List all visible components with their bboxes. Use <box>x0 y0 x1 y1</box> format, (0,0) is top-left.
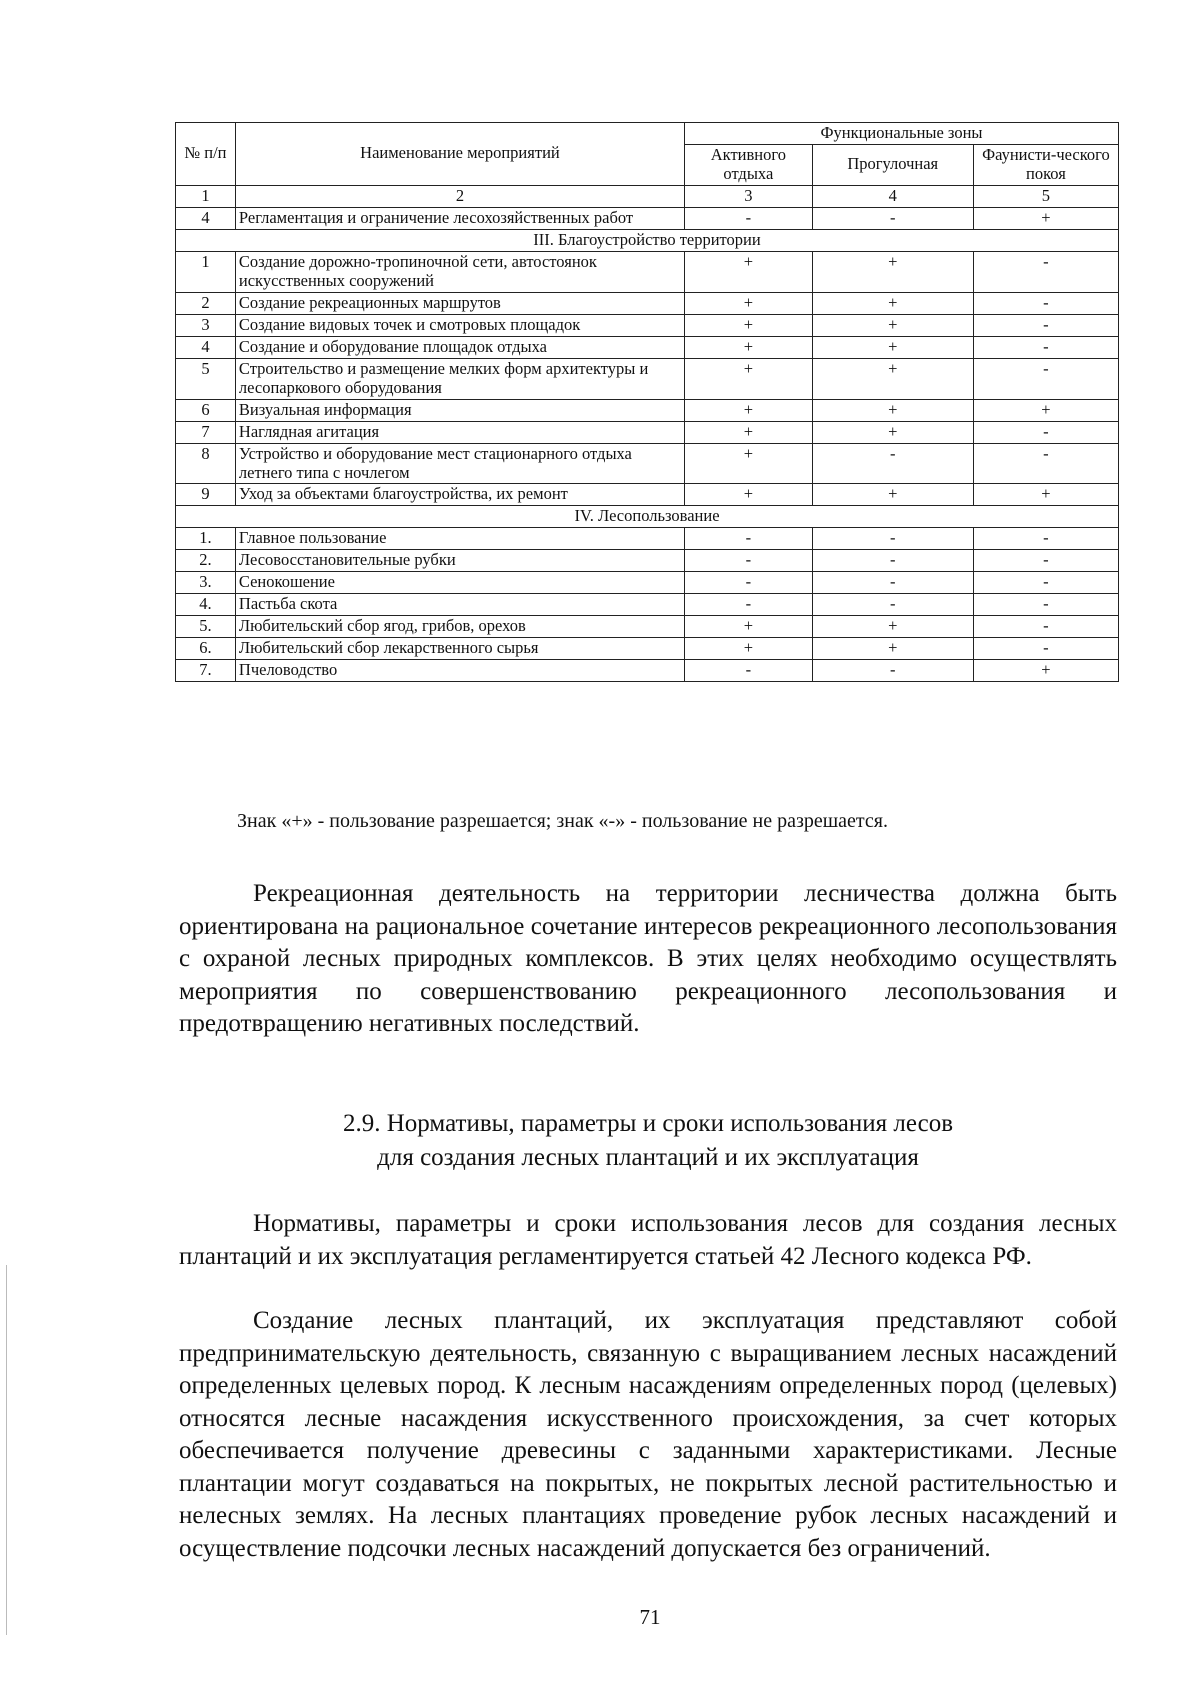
row-zone-walking-mark: + <box>812 484 973 506</box>
row-activity-name: Любительский сбор лекарственного сырья <box>235 638 684 660</box>
row-zone-fauna-mark: + <box>973 207 1118 229</box>
row-activity-name: Визуальная информация <box>235 399 684 421</box>
row-number: 7 <box>176 421 236 443</box>
row-activity-name: Строительство и размещение мелких форм архитектуры и лесопаркового оборудования <box>235 358 684 399</box>
row-zone-fauna-mark: - <box>973 336 1118 358</box>
row-zone-fauna-mark: - <box>973 358 1118 399</box>
row-zone-fauna-mark: - <box>973 292 1118 314</box>
paragraph-norms-text: Нормативы, параметры и сроки использования лесов для создания лесных плантаций и их эксплуатация регламентируется статьей 42 Лесного кодекса РФ. <box>179 1210 1117 1270</box>
row-number: 4. <box>176 594 236 616</box>
row-zone-walking-mark: - <box>812 443 973 484</box>
section-row-improvement <box>176 229 1119 251</box>
row-activity-name: Наглядная агитация <box>235 421 684 443</box>
row-number: 6. <box>176 638 236 660</box>
table-row <box>176 421 1119 443</box>
row-zone-walking-mark: + <box>812 616 973 638</box>
row-number: 4 <box>176 207 236 229</box>
row-zone-active-mark: + <box>685 399 813 421</box>
row-activity-name: Пчеловодство <box>235 660 684 682</box>
header-zone-fauna: Фаунисти-ческого покоя <box>973 144 1118 185</box>
row-zone-fauna-mark: + <box>973 660 1118 682</box>
row-zone-walking-mark: - <box>812 528 973 550</box>
row-activity-name: Главное пользование <box>235 528 684 550</box>
row-number: 4 <box>176 336 236 358</box>
header-zones-group: Функциональные зоны <box>685 123 1119 145</box>
row-zone-walking-mark: + <box>812 336 973 358</box>
column-number: 2 <box>235 185 684 207</box>
table-row <box>176 399 1119 421</box>
row-zone-walking-mark: - <box>812 660 973 682</box>
row-zone-walking-mark: + <box>812 292 973 314</box>
paragraph-recreation-text: Рекреационная деятельность на территории лесничества должна быть ориентирована на рациональное сочетание интересов рекреационного лесопользования с охраной лесных природных комплексов. В этих целях необходимо осуществлять мероприятия по совершенствованию рекреационного лесопользования и предотвращению негативных последствий. <box>179 880 1117 1037</box>
paragraph-norms <box>179 1208 1117 1273</box>
row-zone-fauna-mark: + <box>973 484 1118 506</box>
table-row <box>176 336 1119 358</box>
table-row <box>176 358 1119 399</box>
row-zone-fauna-mark: - <box>973 572 1118 594</box>
row-zone-active-mark: + <box>685 336 813 358</box>
row-activity-name: Создание видовых точек и смотровых площадок <box>235 314 684 336</box>
section-title: IV. Лесопользование <box>176 506 1119 528</box>
row-activity-name: Регламентация и ограничение лесохозяйственных работ <box>235 207 684 229</box>
paragraph-plantations <box>179 1305 1117 1565</box>
row-number: 9 <box>176 484 236 506</box>
table-row <box>176 638 1119 660</box>
row-zone-fauna-mark: - <box>973 251 1118 292</box>
table-row <box>176 443 1119 484</box>
row-number: 6 <box>176 399 236 421</box>
row-activity-name: Сенокошение <box>235 572 684 594</box>
row-zone-active-mark: - <box>685 594 813 616</box>
row-zone-active-mark: + <box>685 251 813 292</box>
row-zone-walking-mark: - <box>812 572 973 594</box>
row-zone-walking-mark: - <box>812 594 973 616</box>
column-number: 4 <box>812 185 973 207</box>
row-zone-fauna-mark: + <box>973 399 1118 421</box>
scan-margin-line <box>6 1265 7 1635</box>
row-zone-active-mark: + <box>685 314 813 336</box>
column-number-row <box>176 185 1119 207</box>
row-zone-walking-mark: + <box>812 314 973 336</box>
row-number: 7. <box>176 660 236 682</box>
page-number: 71 <box>639 1605 661 1629</box>
column-number: 3 <box>685 185 813 207</box>
row-zone-active-mark: + <box>685 616 813 638</box>
row-zone-active-mark: + <box>685 421 813 443</box>
row-activity-name: Любительский сбор ягод, грибов, орехов <box>235 616 684 638</box>
table-row <box>176 594 1119 616</box>
section-heading-line2: для создания лесных плантаций и их эксплуатация <box>377 1144 919 1171</box>
section-title: III. Благоустройство территории <box>176 229 1119 251</box>
row-zone-walking-mark: + <box>812 251 973 292</box>
row-zone-walking-mark: + <box>812 358 973 399</box>
column-number: 1 <box>176 185 236 207</box>
table-row <box>176 528 1119 550</box>
row-zone-fauna-mark: - <box>973 528 1118 550</box>
row-zone-walking-mark: - <box>812 550 973 572</box>
row-number: 1 <box>176 251 236 292</box>
row-zone-fauna-mark: - <box>973 550 1118 572</box>
row-activity-name: Пастьба скота <box>235 594 684 616</box>
paragraph-plantations-text: Создание лесных плантаций, их эксплуатация представляют собой предпринимательскую деятельность, связанную с выращиванием лесных насаждений определенных целевых пород. К лесным насаждениям определенных пород (целевых) относятся лесные насаждения искусственного происхождения, за счет которых обеспечивается получение древесины с заданными характеристиками. Лесные плантации могут создаваться на покрытых, не покрытых лесной растительностью и нелесных землях. На лесных плантациях проведение рубок лесных насаждений и осуществление подсочки лесных насаждений допускается без ограничений. <box>179 1307 1117 1562</box>
table-row <box>176 251 1119 292</box>
row-zone-active-mark: - <box>685 528 813 550</box>
table-body <box>176 185 1119 681</box>
row-zone-active-mark: - <box>685 660 813 682</box>
functional-zones-table <box>175 122 1119 682</box>
row-activity-name: Уход за объектами благоустройства, их ремонт <box>235 484 684 506</box>
table-row <box>176 484 1119 506</box>
row-zone-active-mark: - <box>685 572 813 594</box>
row-zone-active-mark: + <box>685 443 813 484</box>
row-zone-fauna-mark: - <box>973 443 1118 484</box>
row-zone-fauna-mark: - <box>973 594 1118 616</box>
row-zone-fauna-mark: - <box>973 616 1118 638</box>
header-num: № п/п <box>176 123 236 186</box>
row-zone-fauna-mark: - <box>973 421 1118 443</box>
row-number: 3 <box>176 314 236 336</box>
row-number: 1. <box>176 528 236 550</box>
row-activity-name: Лесовосстановительные рубки <box>235 550 684 572</box>
header-zone-active: Активного отдыха <box>685 144 813 185</box>
table-row <box>176 292 1119 314</box>
row-zone-walking-mark: + <box>812 399 973 421</box>
row-activity-name: Создание рекреационных маршрутов <box>235 292 684 314</box>
table-row <box>176 660 1119 682</box>
row-number: 8 <box>176 443 236 484</box>
column-number: 5 <box>973 185 1118 207</box>
section-heading-line1: 2.9. Нормативы, параметры и сроки использования лесов <box>343 1110 953 1137</box>
table-row <box>176 572 1119 594</box>
row-zone-fauna-mark: - <box>973 638 1118 660</box>
row-zone-active-mark: - <box>685 207 813 229</box>
row-number: 5 <box>176 358 236 399</box>
row-zone-fauna-mark: - <box>973 314 1118 336</box>
row-zone-active-mark: + <box>685 358 813 399</box>
table-row <box>176 314 1119 336</box>
row-activity-name: Устройство и оборудование мест стационарного отдыха летнего типа с ночлегом <box>235 443 684 484</box>
row-activity-name: Создание и оборудование площадок отдыха <box>235 336 684 358</box>
row-zone-walking-mark: - <box>812 207 973 229</box>
row-zone-active-mark: + <box>685 292 813 314</box>
paragraph-recreation <box>179 878 1117 1041</box>
row-zone-active-mark: + <box>685 484 813 506</box>
table-row <box>176 616 1119 638</box>
header-zone-walking: Прогулочная <box>812 144 973 185</box>
row-activity-name: Создание дорожно-тропиночной сети, автостоянок искусственных сооружений <box>235 251 684 292</box>
section-row-forest-use <box>176 506 1119 528</box>
row-number: 5. <box>176 616 236 638</box>
row-number: 2 <box>176 292 236 314</box>
table-row <box>176 550 1119 572</box>
table-row <box>176 207 1119 229</box>
section-heading <box>179 1107 1117 1175</box>
header-name: Наименование мероприятий <box>235 123 684 186</box>
row-zone-walking-mark: + <box>812 421 973 443</box>
row-number: 2. <box>176 550 236 572</box>
table-legend-note: Знак «+» - пользование разрешается; знак «-» - пользование не разрешается. <box>237 810 888 832</box>
table-header <box>176 123 1119 186</box>
row-zone-walking-mark: + <box>812 638 973 660</box>
row-zone-active-mark: + <box>685 638 813 660</box>
row-zone-active-mark: - <box>685 550 813 572</box>
row-number: 3. <box>176 572 236 594</box>
